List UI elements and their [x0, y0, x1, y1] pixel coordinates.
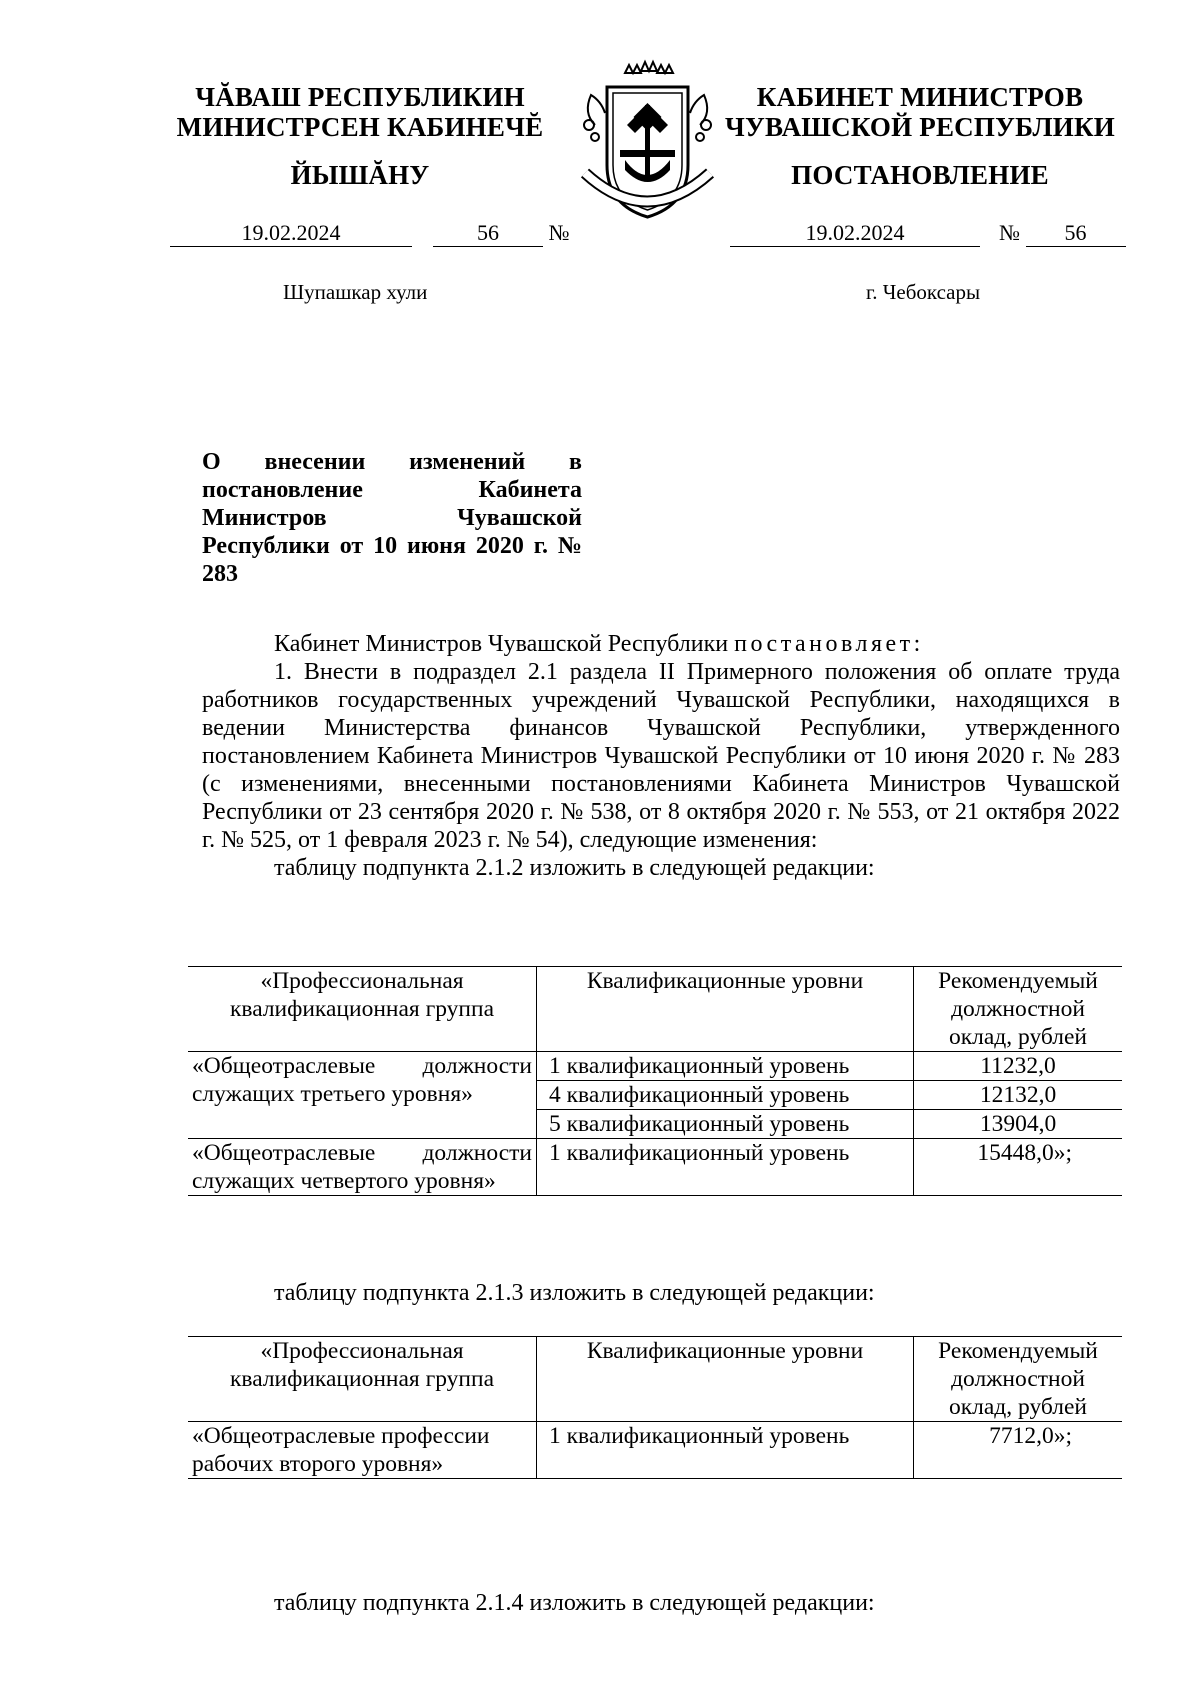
document-body: [202, 630, 1120, 882]
table-row: [188, 1052, 1122, 1081]
header-left-org-line2: МИНИСТРСЕН КАБИНЕЧĔ: [176, 112, 544, 142]
left-date: 19.02.2024: [170, 220, 412, 247]
salary-table-2-1-3: [188, 1336, 1122, 1479]
caption-table-2: таблицу подпункта 2.1.3 изложить в следующей редакции:: [274, 1280, 875, 1306]
group-name: «Общеотраслевые профессии рабочих второго уровня»: [188, 1422, 537, 1479]
header-left-org-line1: ЧĂВАШ РЕСПУБЛИКИН: [195, 82, 525, 112]
salary-table-2-1-2: [188, 966, 1122, 1196]
qualification-level: 5 квалификационный уровень: [537, 1110, 914, 1139]
header-professional-group: «Профессиональная квалификационная группа: [188, 967, 537, 1052]
right-number: 56: [1026, 220, 1126, 247]
intro-paragraph: [202, 630, 1120, 658]
qualification-level: 1 квалификационный уровень: [537, 1052, 914, 1081]
intro-resolves: постановляет:: [734, 631, 924, 657]
right-date: 19.02.2024: [730, 220, 980, 247]
salary-value: 11232,0: [914, 1052, 1123, 1081]
salary-value: 13904,0: [979, 1111, 1057, 1137]
group-name: «Общеотраслевые должности служащих четвертого уровня»: [188, 1139, 537, 1196]
qualification-level: 1 квалификационный уровень: [537, 1139, 914, 1196]
group-name: «Общеотраслевые должности служащих третьего уровня»: [188, 1052, 537, 1139]
header-salary: Рекомендуемый должностной оклад, рублей: [914, 967, 1123, 1052]
table-header-row: [188, 1337, 1122, 1422]
salary-value: 12132,0: [914, 1081, 1123, 1110]
header-qualification-levels: Квалификационные уровни: [537, 1337, 914, 1422]
left-number-sign: №: [548, 220, 570, 245]
header-left-org: [175, 82, 545, 142]
left-date-number-line: [170, 220, 570, 246]
header-right-org-line1: КАБИНЕТ МИНИСТРОВ: [756, 82, 1084, 112]
header-right-org: [720, 82, 1120, 142]
qualification-level: 1 квалификационный уровень: [537, 1422, 914, 1479]
left-number: 56: [433, 220, 543, 247]
table-row: [188, 1139, 1122, 1196]
caption-table-1: таблицу подпункта 2.1.2 изложить в следующей редакции:: [274, 855, 875, 881]
right-date-number-line: [730, 220, 1126, 246]
caption-table-3: таблицу подпункта 2.1.4 изложить в следующей редакции:: [274, 1590, 875, 1616]
salary-value: 7712,0»;: [914, 1422, 1123, 1479]
chuvash-emblem-icon: [565, 55, 730, 225]
right-number-sign: №: [999, 220, 1020, 245]
qualification-level: 4 квалификационный уровень: [537, 1081, 914, 1110]
header-right-doc-type: ПОСТАНОВЛЕНИЕ: [791, 160, 1049, 190]
left-place: Шупашкар хули: [283, 280, 428, 304]
header-left-doc-type: ЙЫШĂНУ: [290, 160, 430, 190]
paragraph-1: 1. Внести в подраздел 2.1 раздела II Примерного положения об оплате труда работников государственных учреждений Чувашской Республики, находящихся в ведении Министерства финансов Чувашской Республики, утвержденного постановлением Кабинета Министров Чувашской Республики от 10 июня 2020 г. № 283 (с изменениями, внесенными постановлениями Кабинета Министров Чувашской Республики от 23 сентября 2020 г. № 538, от 8 октября 2020 г. № 553, от 21 октября 2022 г. № 525, от 1 февраля 2023 г. № 54), следующие изменения:: [202, 659, 1120, 853]
salary-value: 15448,0»;: [914, 1139, 1123, 1196]
intro-prefix: Кабинет Министров Чувашской Республики: [274, 631, 735, 657]
right-place: г. Чебоксары: [866, 280, 981, 304]
table-row: [188, 1422, 1122, 1479]
table-header-row: [188, 967, 1122, 1052]
document-subject: О внесении изменений в постановление Кабинета Министров Чувашской Республики от 10 июня 2020 г. № 283: [202, 449, 582, 587]
header-salary: Рекомендуемый должностной оклад, рублей: [914, 1337, 1123, 1422]
header-qualification-levels: Квалификационные уровни: [537, 967, 914, 1052]
header-professional-group: «Профессиональная квалификационная группа: [188, 1337, 537, 1422]
header-right-org-line2: ЧУВАШСКОЙ РЕСПУБЛИКИ: [725, 112, 1115, 142]
